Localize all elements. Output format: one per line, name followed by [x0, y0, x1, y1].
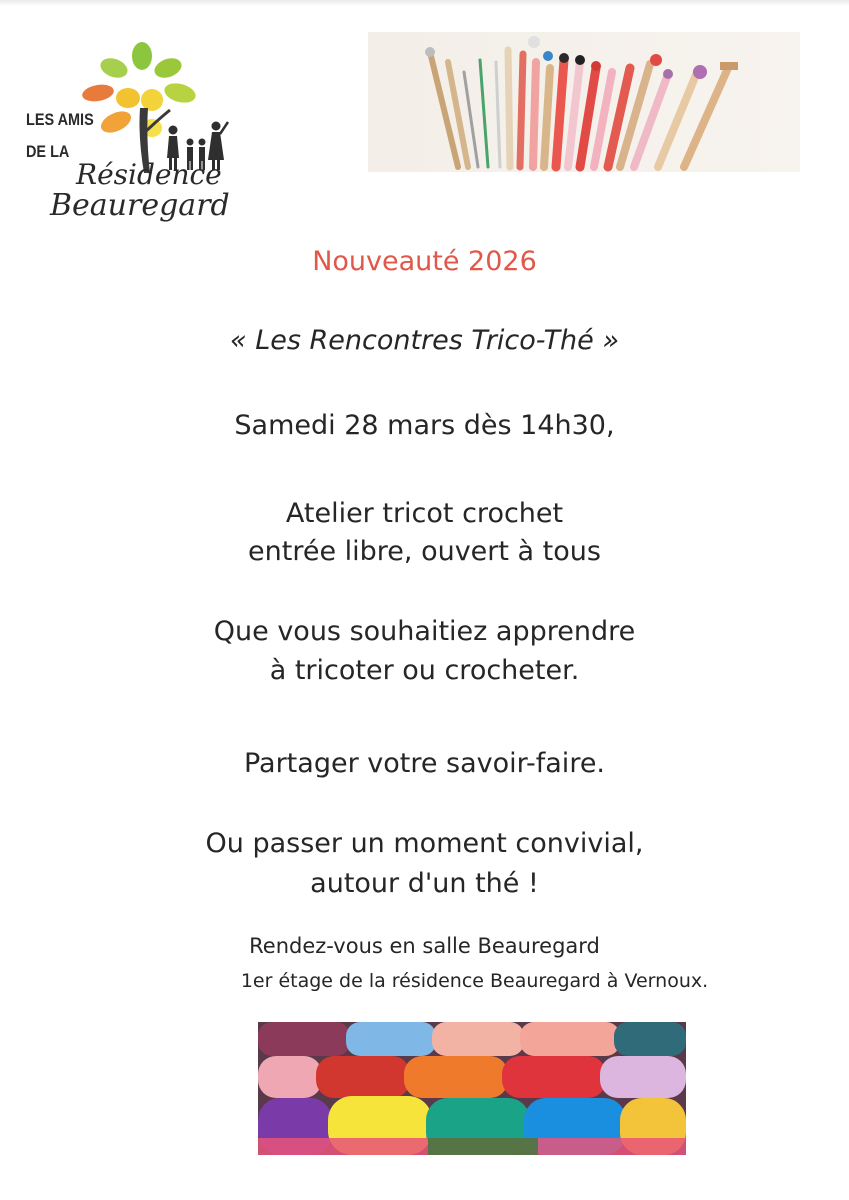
- logo-line-2: DE LA: [26, 142, 70, 161]
- knitting-needles-photo: [368, 32, 800, 172]
- yarn-balls-photo: [258, 1022, 686, 1155]
- logo-line-4: Beauregard: [50, 188, 230, 223]
- logo-line-1: LES AMIS: [26, 110, 94, 129]
- moment-line-2: autour d'un thé !: [310, 868, 539, 899]
- event-name: « Les Rencontres Trico-Thé »: [229, 325, 620, 356]
- association-logo: [20, 38, 245, 238]
- workshop-line-1: Atelier tricot crochet: [285, 498, 564, 529]
- workshop-line-2: entrée libre, ouvert à tous: [248, 536, 601, 567]
- learn-line-2: à tricoter ou crocheter.: [269, 655, 580, 686]
- learn-line-1: Que vous souhaitiez apprendre: [213, 616, 636, 647]
- moment-line-1: Ou passer un moment convivial,: [205, 828, 644, 859]
- share-line: Partager votre savoir-faire.: [243, 748, 606, 779]
- event-date: Samedi 28 mars dès 14h30,: [234, 410, 615, 441]
- location-line-1: Rendez-vous en salle Beauregard: [249, 934, 600, 958]
- poster-title: Nouveauté 2026: [312, 246, 537, 277]
- location-line-2: 1er étage de la résidence Beauregard à Vernoux.: [240, 970, 709, 992]
- scan-edge: [0, 0, 849, 6]
- logo-line-3: Résidence: [76, 158, 222, 191]
